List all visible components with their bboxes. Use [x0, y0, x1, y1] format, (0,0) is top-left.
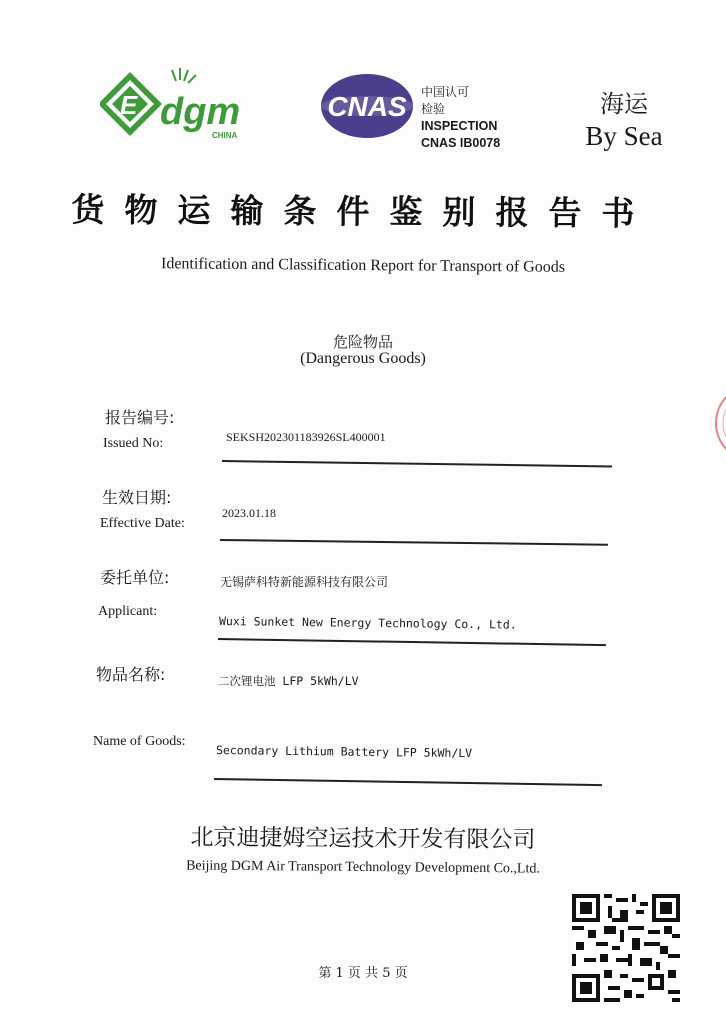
- cnas-line-3: INSPECTION: [421, 119, 498, 133]
- applicant-value-cn: 无锡萨科特新能源科技有限公司: [220, 575, 389, 589]
- cnas-accreditation-text: [421, 84, 500, 152]
- transport-mode: [574, 84, 674, 152]
- issued-no-underline: [222, 460, 612, 467]
- transport-mode-en: By Sea: [585, 121, 663, 151]
- report-title-cn: 货物运输条件鉴别报告书: [71, 189, 655, 234]
- svg-text:E: E: [120, 90, 138, 120]
- svg-text:dgm: dgm: [160, 91, 241, 133]
- transport-mode-cn: 海运: [600, 90, 648, 118]
- goods-label-cn: 物品名称:: [96, 665, 166, 684]
- cnas-logo: [318, 72, 416, 140]
- issuer-name-cn: 北京迪捷姆空运技术开发有限公司: [190, 824, 536, 854]
- cnas-line-2: 检验: [421, 102, 446, 116]
- issued-no-label-cn: 报告编号:: [105, 408, 175, 427]
- category-cn: 危险物品: [332, 333, 393, 351]
- effective-date-label-en: Effective Date:: [100, 516, 185, 531]
- effective-date-label-cn: 生效日期:: [102, 488, 172, 507]
- report-title-en: Identification and Classification Report for Transport of Goods: [160, 255, 566, 276]
- issued-no-value: SEKSH202301183926SL400001: [226, 430, 386, 444]
- stamp-fragment: [712, 378, 726, 468]
- qr-code-icon: [572, 894, 680, 1002]
- issued-no-label-en: Issued No:: [103, 436, 164, 451]
- applicant-value-en: Wuxi Sunket New Energy Technology Co., Ltd.: [218, 614, 517, 632]
- svg-text:CNAS: CNAS: [327, 91, 407, 122]
- category-en: (Dangerous Goods): [300, 350, 426, 367]
- goods-underline: [214, 778, 602, 786]
- applicant-label-cn: 委托单位:: [100, 568, 170, 587]
- applicant-label-en: Applicant:: [98, 604, 158, 619]
- effective-date-value: 2023.01.18: [222, 506, 276, 520]
- cnas-line-1: 中国认可: [421, 85, 470, 99]
- svg-text:CHINA: CHINA: [212, 131, 238, 140]
- effective-date-underline: [220, 539, 608, 545]
- applicant-underline: [218, 638, 606, 646]
- dgm-logo: [100, 64, 260, 144]
- issuer-name-en: Beijing DGM Air Transport Technology Development Co.,Ltd.: [186, 858, 540, 877]
- goods-value-cn: 二次锂电池 LFP 5kWh/LV: [218, 674, 359, 688]
- goods-label-en: Name of Goods:: [93, 734, 186, 749]
- goods-value-en: Secondary Lithium Battery LFP 5kWh/LV: [215, 743, 473, 761]
- cnas-line-4: CNAS IB0078: [421, 136, 501, 150]
- page-number: 第 1 页 共 5 页: [318, 966, 408, 981]
